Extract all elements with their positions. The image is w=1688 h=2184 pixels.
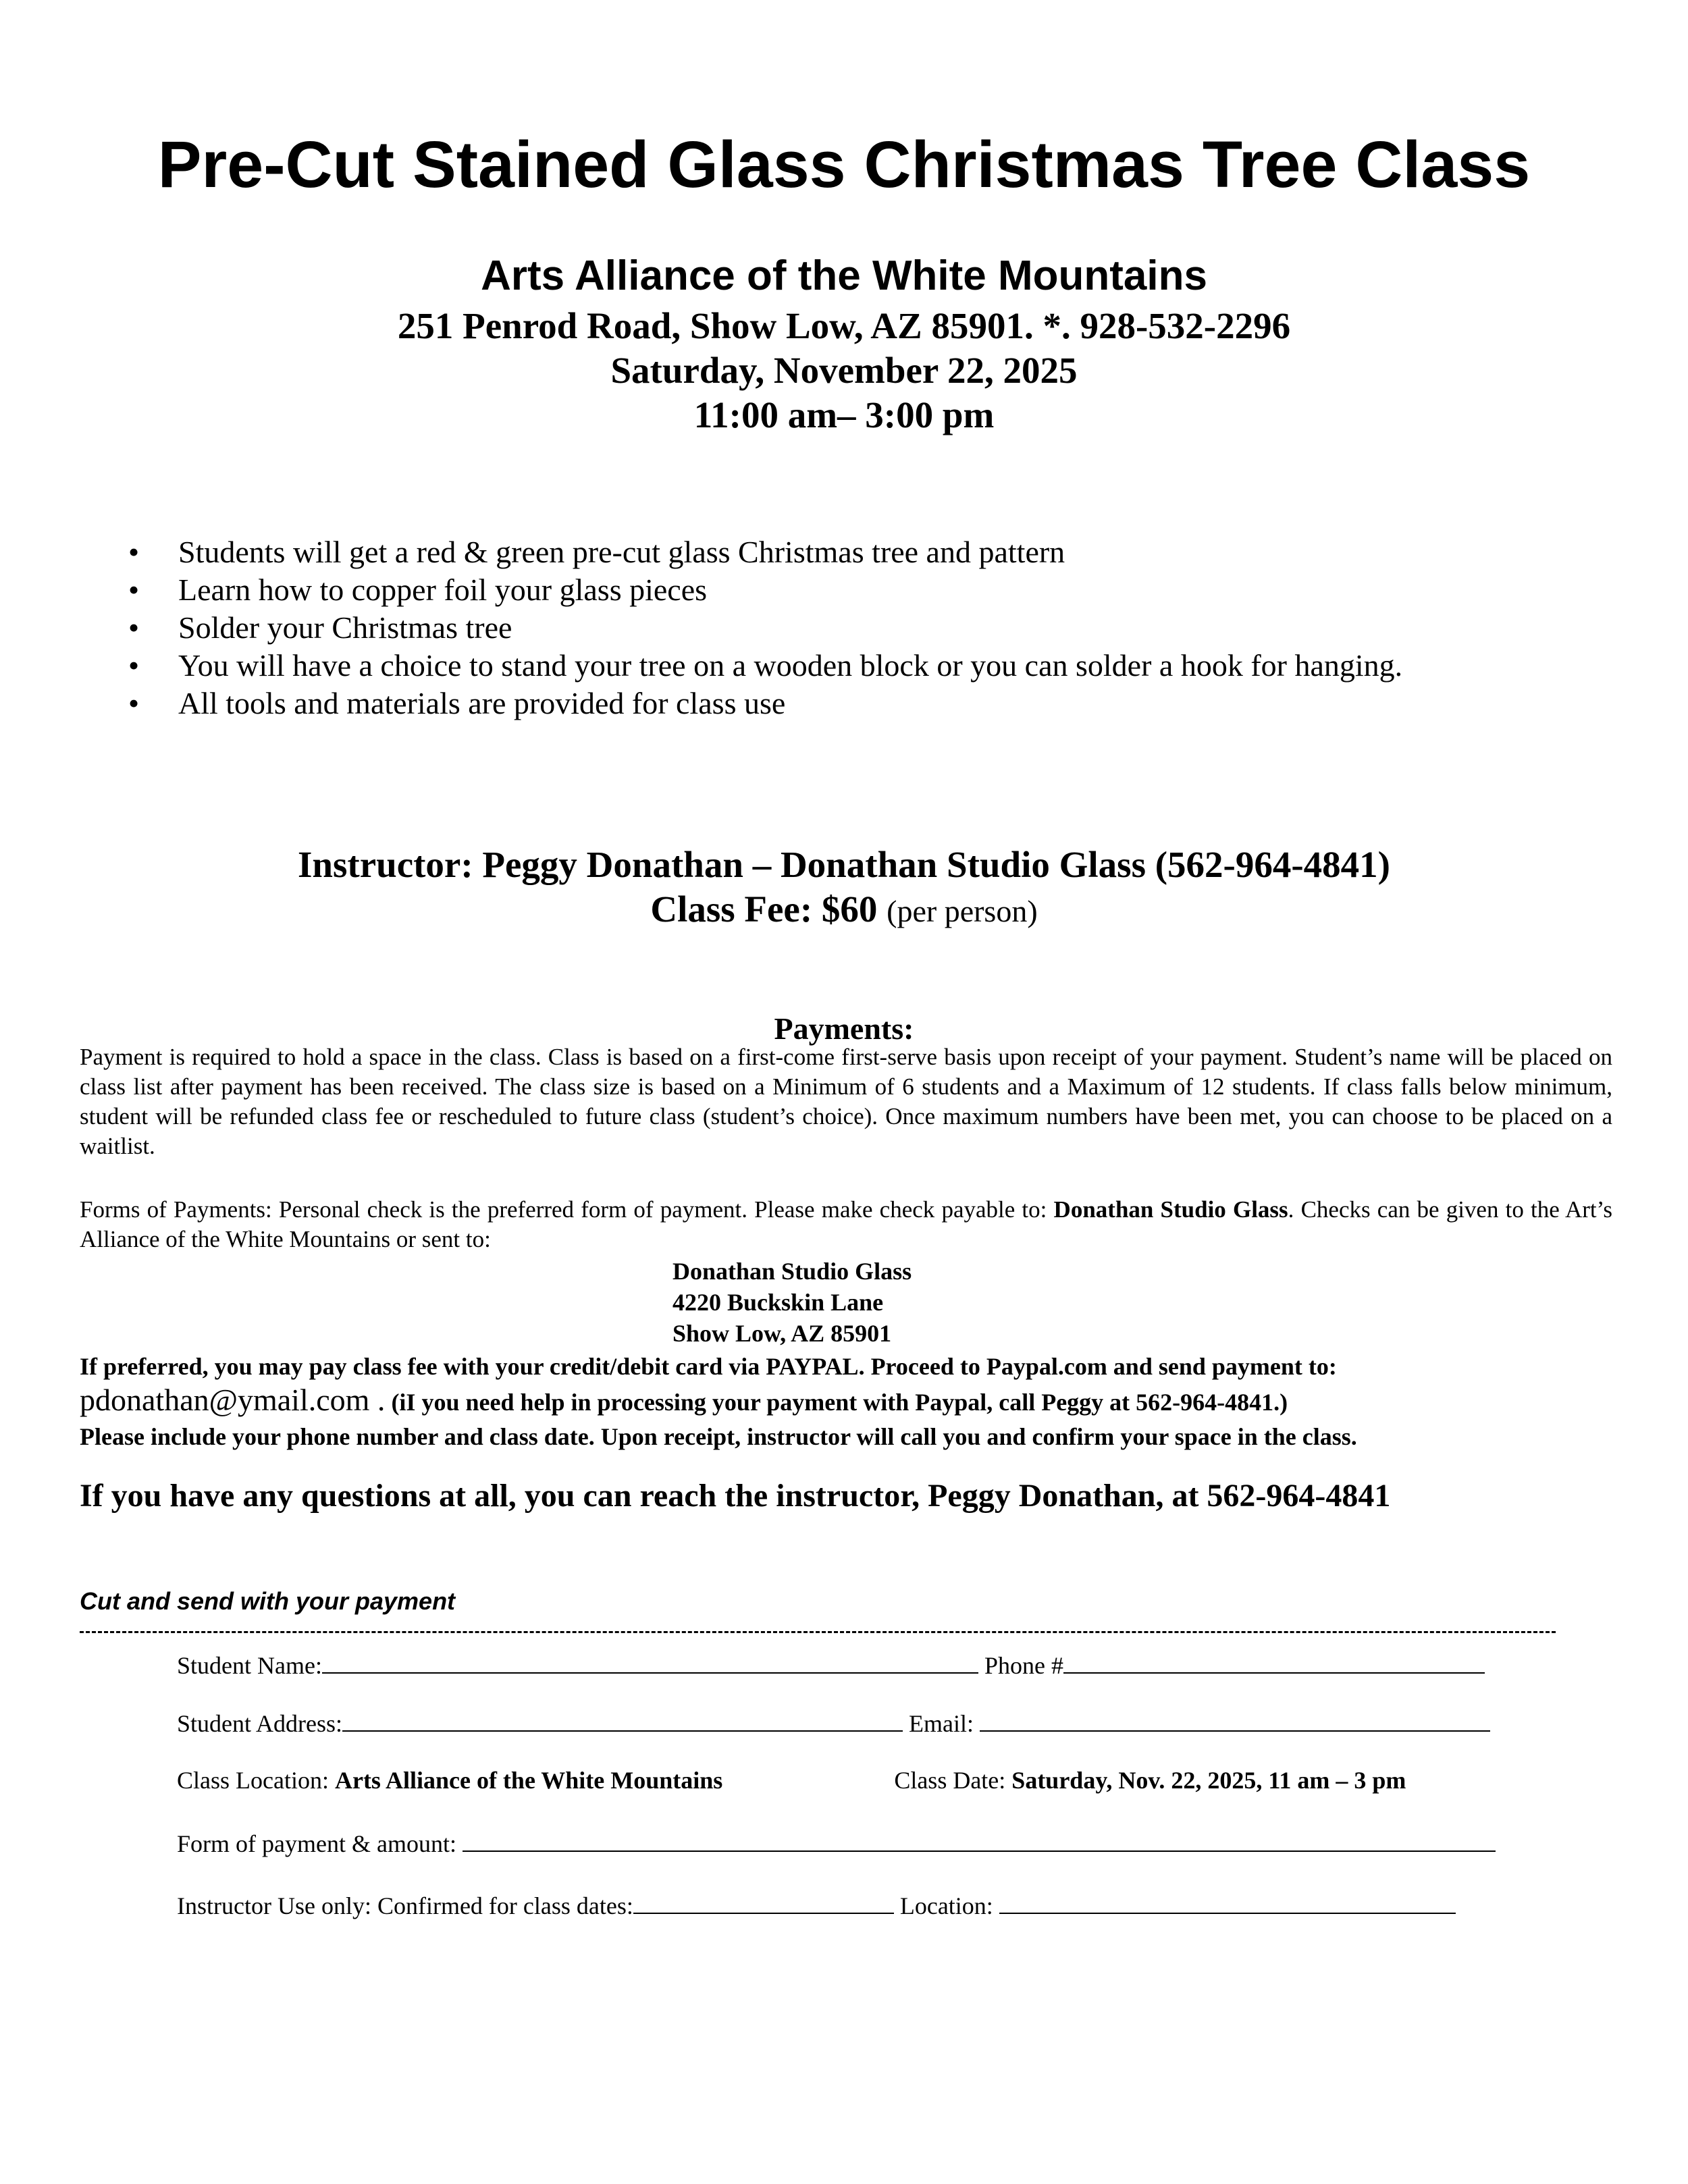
phone-field[interactable] bbox=[1063, 1652, 1485, 1674]
forms-of-payment-paragraph: Forms of Payments: Personal check is the preferred form of payment. Please make check payable to: Donathan Studio Glass. Checks can be given to the Art’s Alliance of the White Mountains or sent to: bbox=[80, 1196, 1613, 1252]
location-label: Location: bbox=[899, 1892, 999, 1919]
paypal-email: pdonathan@ymail.com . bbox=[80, 1383, 386, 1417]
cut-label: Cut and send with your payment bbox=[80, 1587, 456, 1615]
organization-address: 251 Penrod Road, Show Low, AZ 85901. *. 928-532-2296 bbox=[397, 305, 1291, 346]
class-date-label: Class Date: bbox=[894, 1767, 1012, 1794]
email-field[interactable] bbox=[980, 1710, 1490, 1732]
paypal-email-line: pdonathan@ymail.com . (iI you need help in processing your payment with Paypal, call Peggy at 562-964-4841.) bbox=[80, 1383, 1288, 1417]
class-location-row bbox=[177, 1765, 1406, 1796]
bullet-icon: • bbox=[128, 686, 140, 720]
phone-label: Phone # bbox=[984, 1652, 1063, 1679]
class-features-list bbox=[0, 533, 1688, 722]
payments-paragraph: Payment is required to hold a space in the class. Class is based on a first-come first-serve basis upon receipt of your payment. Student’s name will be placed on class list after payment has been received. The class size is based on a Minimum of 6 students and a Maximum of 12 students. If class falls below minimum, student will be refunded class fee or rescheduled to future class (student’s choice). Once maximum numbers have been met, you can choose to be placed on a waitlist. bbox=[80, 1044, 1612, 1159]
mail-address-line: Show Low, AZ 85901 bbox=[672, 1320, 892, 1347]
paypal-note: Please include your phone number and class date. Upon receipt, instructor will call you and confirm your space in the class. bbox=[80, 1423, 1357, 1450]
payee-name: Donathan Studio Glass bbox=[1053, 1196, 1288, 1223]
instructor-use-row bbox=[177, 1890, 1456, 1921]
student-name-row bbox=[177, 1650, 1485, 1681]
location-field[interactable] bbox=[999, 1892, 1456, 1914]
bullet-icon: • bbox=[128, 610, 140, 645]
student-name-field[interactable] bbox=[322, 1652, 978, 1674]
student-address-row bbox=[177, 1708, 1490, 1739]
bullet-icon: • bbox=[128, 572, 140, 607]
payments-heading: Payments: bbox=[774, 1011, 914, 1046]
list-item: • Students will get a red & green pre-cut glass Christmas tree and pattern bbox=[0, 533, 1688, 571]
class-fee-note: (per person) bbox=[887, 894, 1038, 928]
payment-amount-field[interactable] bbox=[463, 1830, 1496, 1852]
list-item: • All tools and materials are provided for class use bbox=[0, 685, 1688, 722]
organization-name: Arts Alliance of the White Mountains bbox=[481, 252, 1207, 299]
email-label: Email: bbox=[909, 1710, 980, 1737]
class-time: 11:00 am– 3:00 pm bbox=[693, 394, 995, 435]
class-fee-label: Class Fee: $60 bbox=[650, 888, 878, 930]
mail-address-line: Donathan Studio Glass bbox=[672, 1258, 912, 1285]
payment-amount-row bbox=[177, 1828, 1496, 1859]
class-fee bbox=[0, 887, 1688, 934]
class-location-label: Class Location: bbox=[177, 1767, 335, 1794]
list-item: • Solder your Christmas tree bbox=[0, 609, 1688, 647]
list-item: • You will have a choice to stand your tree on a wooden block or you can solder a hook for hanging. bbox=[0, 647, 1688, 685]
list-item: • Learn how to copper foil your glass pieces bbox=[0, 571, 1688, 609]
questions-contact: If you have any questions at all, you can reach the instructor, Peggy Donathan, at 562-964-4841 bbox=[80, 1478, 1391, 1514]
student-name-label: Student Name: bbox=[177, 1652, 322, 1679]
bullet-icon: • bbox=[128, 648, 140, 683]
cut-line-divider bbox=[80, 1631, 1556, 1633]
paypal-instructions: If preferred, you may pay class fee with your credit/debit card via PAYPAL. Proceed to Paypal.com and send payment to: bbox=[80, 1353, 1337, 1380]
class-date-value: Saturday, Nov. 22, 2025, 11 am – 3 pm bbox=[1011, 1767, 1406, 1794]
class-location-value: Arts Alliance of the White Mountains bbox=[334, 1767, 723, 1794]
mail-address-line: 4220 Buckskin Lane bbox=[672, 1289, 884, 1316]
page-title: Pre-Cut Stained Glass Christmas Tree Class bbox=[157, 128, 1531, 201]
confirmed-dates-field[interactable] bbox=[633, 1892, 894, 1914]
instructor-use-label: Instructor Use only: Confirmed for class dates: bbox=[177, 1892, 633, 1919]
class-date: Saturday, November 22, 2025 bbox=[610, 350, 1078, 391]
instructor-line: Instructor: Peggy Donathan – Donathan Studio Glass (562-964-4841) bbox=[297, 844, 1390, 885]
payment-amount-label: Form of payment & amount: bbox=[177, 1830, 463, 1857]
bullet-icon: • bbox=[128, 535, 140, 569]
student-address-field[interactable] bbox=[342, 1710, 903, 1732]
student-address-label: Student Address: bbox=[177, 1710, 343, 1737]
